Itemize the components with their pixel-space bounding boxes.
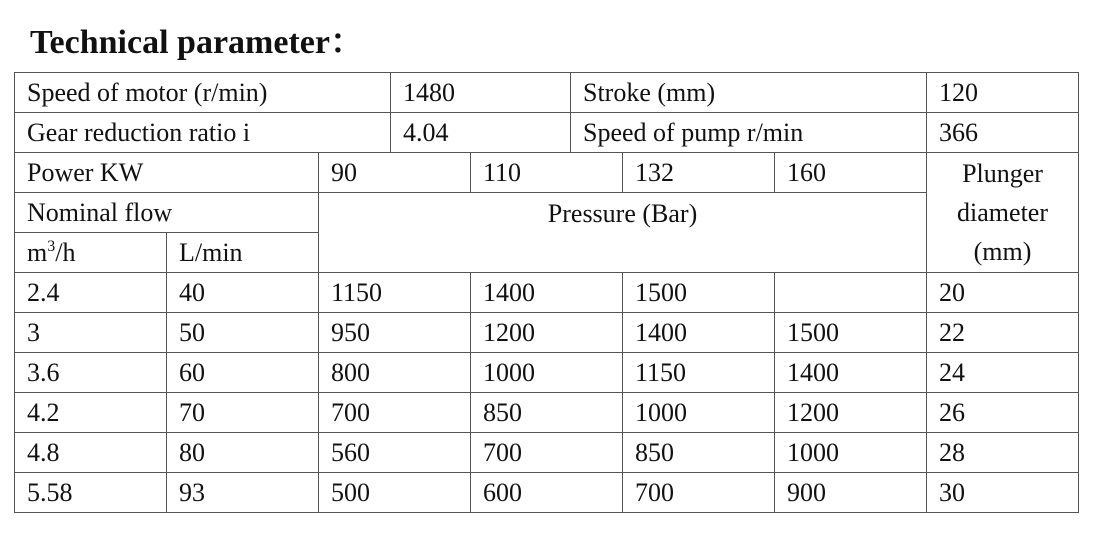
pressure-cell: 600: [471, 473, 623, 513]
pressure-cell: 1400: [623, 313, 775, 353]
flow-m3h-cell: 4.8: [15, 433, 167, 473]
flow-m3h-cell: 3: [15, 313, 167, 353]
pressure-cell: 850: [623, 433, 775, 473]
power-value: 132: [623, 153, 775, 193]
nominal-flow-header: Nominal flow: [15, 193, 319, 233]
flow-m3h-cell: 5.58: [15, 473, 167, 513]
stroke-value: 120: [927, 73, 1079, 113]
pressure-cell: 1150: [623, 353, 775, 393]
plunger-cell: 26: [927, 393, 1079, 433]
flow-m3h-cell: 2.4: [15, 273, 167, 313]
plunger-cell: 20: [927, 273, 1079, 313]
motor-speed-label: Speed of motor (r/min): [15, 73, 391, 113]
gear-ratio-label: Gear reduction ratio i: [15, 113, 391, 153]
pressure-cell: 850: [471, 393, 623, 433]
flow-lmin-cell: 80: [167, 433, 319, 473]
flow-m3h-cell: 4.2: [15, 393, 167, 433]
table-row: [15, 393, 1079, 433]
pump-speed-label: Speed of pump r/min: [571, 113, 927, 153]
technical-parameter-table: [14, 72, 1079, 513]
flow-lmin-cell: 60: [167, 353, 319, 393]
plunger-cell: 22: [927, 313, 1079, 353]
lmin-header: L/min: [167, 233, 319, 273]
motor-speed-value: 1480: [391, 73, 571, 113]
pressure-cell: 560: [319, 433, 471, 473]
power-value: 90: [319, 153, 471, 193]
plunger-cell: 30: [927, 473, 1079, 513]
plunger-cell: 24: [927, 353, 1079, 393]
nominal-flow-row: [15, 193, 1079, 233]
pressure-cell: 900: [775, 473, 927, 513]
table-row: [15, 313, 1079, 353]
page-title: Technical parameter：: [30, 24, 364, 61]
power-value: 110: [471, 153, 623, 193]
flow-lmin-cell: 40: [167, 273, 319, 313]
pressure-cell: 800: [319, 353, 471, 393]
pressure-cell: [775, 273, 927, 313]
pressure-cell: 1000: [471, 353, 623, 393]
table-row: [15, 433, 1079, 473]
flow-lmin-cell: 50: [167, 313, 319, 353]
pressure-cell: 1400: [471, 273, 623, 313]
pump-speed-value: 366: [927, 113, 1079, 153]
power-label: Power KW: [15, 153, 319, 193]
pressure-cell: 1150: [319, 273, 471, 313]
power-value: 160: [775, 153, 927, 193]
m3h-header: $m^3/h$: [15, 233, 167, 273]
gear-ratio-row: [15, 113, 1079, 153]
gear-ratio-value: 4.04: [391, 113, 571, 153]
pressure-cell: 1000: [623, 393, 775, 433]
pressure-cell: 1200: [775, 393, 927, 433]
power-row: [15, 153, 1079, 193]
table-row: [15, 353, 1079, 393]
pressure-cell: 700: [319, 393, 471, 433]
flow-lmin-cell: 93: [167, 473, 319, 513]
table-row: [15, 273, 1079, 313]
stroke-label: Stroke (mm): [571, 73, 927, 113]
pressure-cell: 1500: [623, 273, 775, 313]
plunger-diameter-header: Plunger diameter (mm): [927, 153, 1079, 273]
motor-speed-row: [15, 73, 1079, 113]
pressure-cell: 500: [319, 473, 471, 513]
pressure-cell: 950: [319, 313, 471, 353]
pressure-cell: 700: [623, 473, 775, 513]
plunger-cell: 28: [927, 433, 1079, 473]
table-row: [15, 473, 1079, 513]
pressure-header: Pressure (Bar): [319, 193, 927, 273]
pressure-cell: 1200: [471, 313, 623, 353]
pressure-cell: 1000: [775, 433, 927, 473]
pressure-cell: 700: [471, 433, 623, 473]
flow-lmin-cell: 70: [167, 393, 319, 433]
flow-m3h-cell: 3.6: [15, 353, 167, 393]
pressure-cell: 1500: [775, 313, 927, 353]
pressure-cell: 1400: [775, 353, 927, 393]
